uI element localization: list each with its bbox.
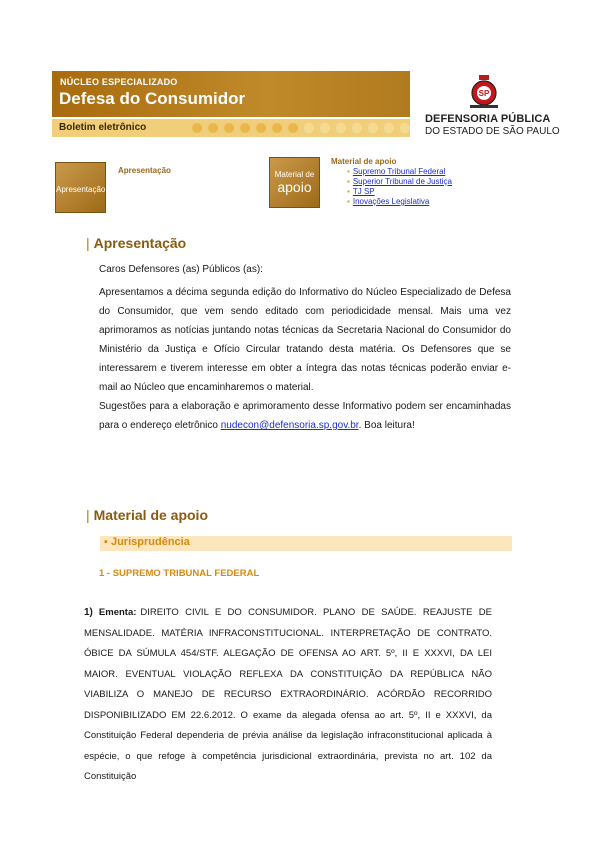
list-item (347, 167, 452, 177)
link-inovacoes[interactable]: Inovações Legislativa (352, 197, 430, 206)
material-heading: | Material de apoio (86, 507, 208, 523)
list-item (347, 197, 452, 207)
list-item (347, 187, 452, 197)
list-item (347, 177, 452, 187)
apresentacao-tile[interactable] (55, 162, 106, 213)
apresentacao-nav-label[interactable]: Apresentação (118, 166, 171, 175)
seal-text: SP (478, 89, 490, 98)
apresentacao-heading: | Apresentação (86, 235, 187, 251)
jurisprudencia-bar (100, 536, 512, 551)
header-title: Defesa do Consumidor (59, 89, 246, 108)
material-tile[interactable] (269, 157, 320, 208)
link-tjsp[interactable]: TJ SP (352, 187, 375, 196)
material-nav-label: Material de apoio (331, 157, 397, 166)
header-banner (52, 71, 410, 117)
material-tile-line2: apoio (277, 179, 312, 195)
header-subbar (52, 119, 410, 137)
paragraph-2-start: Sugestões para a elaboração e aprimoramento desse Informativo podem ser encaminhadas para o endereço eletrônico (99, 401, 511, 431)
link-stf[interactable]: Supremo Tribunal Federal (352, 167, 446, 176)
paragraph-1: Apresentamos a décima segunda edição do Informativo do Núcleo Especializado de Defesa do Consumidor, que vem sendo editado com periodicidade mensal. Mais uma vez aprimoramos as notícias juntando notas técnicas da Secretaria Nacional do Consumidor do Ministério da Justiça e Ofício Circular tratando desta matéria. Os Defensores que se interessarem e tiverem interesse em obter a íntegra das notas técnicas poderão enviar e-mail ao Núcleo que encaminharemos o material. (99, 287, 511, 393)
defensoria-seal-icon (466, 75, 502, 111)
material-heading-text: Material de apoio (93, 507, 208, 523)
apresentacao-heading-text: Apresentação (93, 235, 187, 251)
ementa-label: Ementa: (98, 607, 137, 618)
apresentacao-paragraph (99, 283, 511, 435)
link-stj[interactable]: Superior Tribunal de Justiça (352, 177, 453, 186)
ementa-number: 1) (84, 607, 93, 618)
decorative-dots (192, 123, 410, 133)
email-link[interactable]: nudecon@defensoria.sp.gov.br (220, 420, 359, 431)
jurisprudencia-label: ▪ Jurisprudência (104, 536, 190, 548)
ementa-item (84, 603, 492, 788)
apresentacao-tile-label: Apresentação (56, 185, 106, 194)
paragraph-2-end: . Boa leitura! (358, 420, 415, 431)
greeting: Caros Defensores (as) Públicos (as): (99, 264, 263, 275)
court-heading: 1 - SUPREMO TRIBUNAL FEDERAL (99, 568, 260, 579)
logo-line1: DEFENSORIA PÚBLICA (425, 113, 551, 125)
logo-line2: DO ESTADO DE SÃO PAULO (425, 126, 560, 137)
material-link-list (347, 167, 452, 207)
material-tile-line1: Material de (274, 170, 315, 179)
ementa-text: DIREITO CIVIL E DO CONSUMIDOR. PLANO DE SAÚDE. REAJUSTE DE MENSALIDADE. MATÉRIA INFRACONSTITUCIONAL. INTERPRETAÇÃO DE CONTRATO. ÓBICE DA SÚMULA 454/STF. ALEGAÇÃO DE OFENSA AO ART. 5º, II E XXXVI, DA LEI MAIOR. EVENTUAL VIOLAÇÃO REFLEXA DA CONSTITUIÇÃO DA REPÚBLICA NÃO VIABILIZA O MANEJO DE RECURSO EXTRAORDINÁRIO. ACÓRDÃO RECORRIDO DISPONIBILIZADO EM 22.6.2012. O exame da alegada ofensa ao art. 5º, II e XXXVI, da Constituição Federal dependeria de prévia análise da legislação infraconstitucional aplicada à espécie, o que refoge à competência jurisdicional extraordinária, prevista no art. 102 da Constituição (84, 607, 492, 782)
header-kicker: NÚCLEO ESPECIALIZADO (60, 77, 178, 87)
header-subtitle: Boletim eletrônico (59, 122, 147, 133)
